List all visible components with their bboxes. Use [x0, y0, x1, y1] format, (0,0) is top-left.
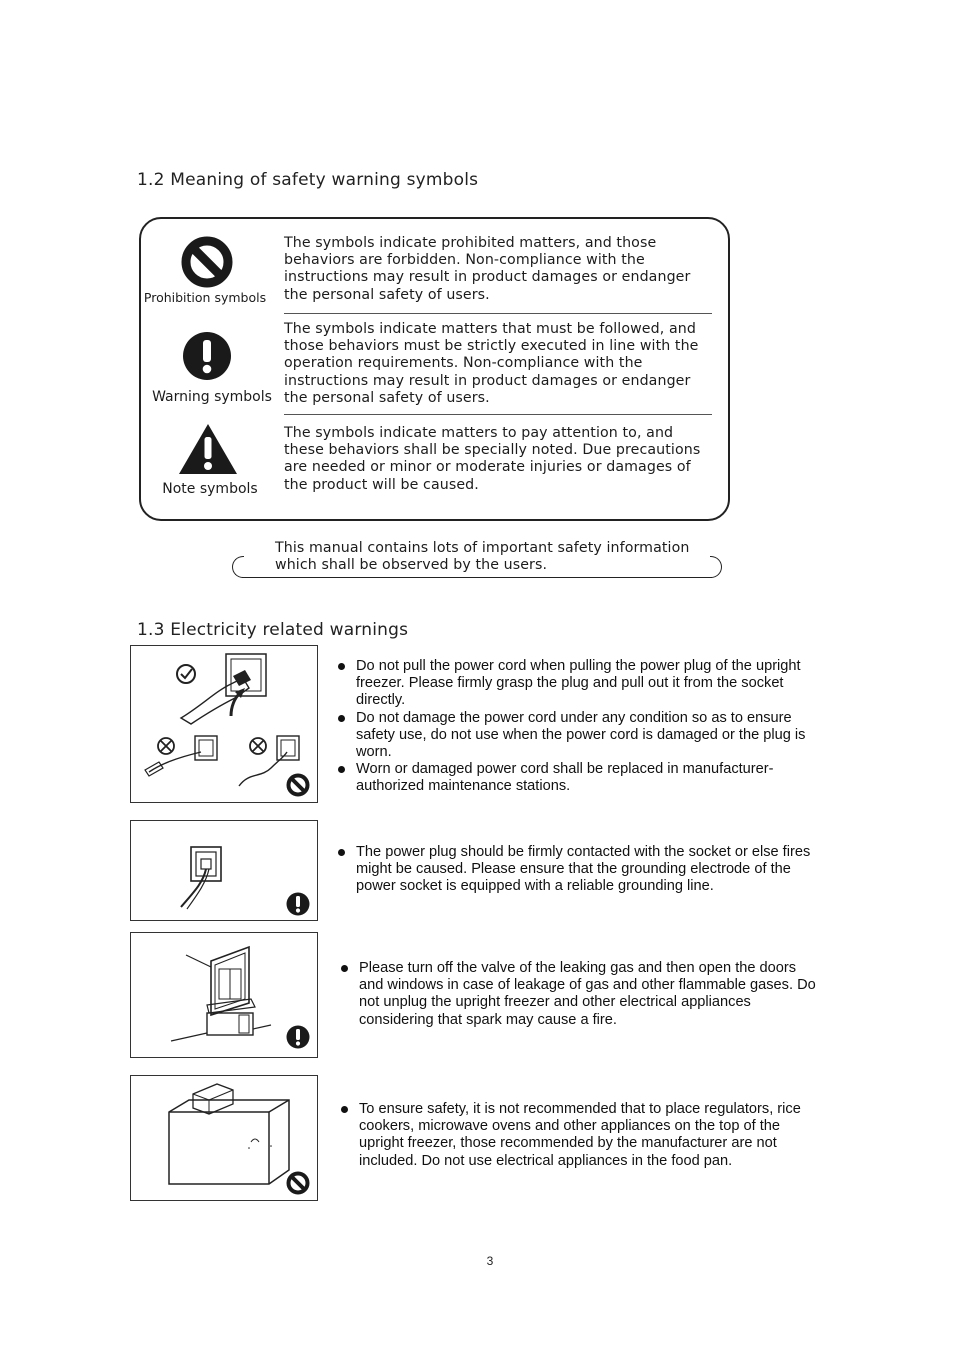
- prohibition-symbols-label: Prohibition symbols: [143, 290, 267, 305]
- section-heading-safety-symbols: 1.2 Meaning of safety warning symbols: [137, 170, 479, 190]
- prohibition-icon: [286, 773, 310, 797]
- note-description: The symbols indicate matters to pay attention to, and these behaviors shall be specially noted. Due precautions are needed or minor or moderate injuries or damages of the product will be caused.: [284, 425, 701, 493]
- section-heading-electricity-warnings: 1.3 Electricity related warnings: [137, 620, 409, 640]
- warning-bullet: The power plug should be firmly contacted with the socket or else fires might be caused. Please ensure that the grounding electrode of the power socket is equipped with a reliable grounding line.: [338, 844, 818, 896]
- warning-2-text: [338, 844, 818, 896]
- note-bracket-left: [232, 556, 244, 578]
- prohibition-icon: [181, 236, 233, 288]
- warning-3-text: [341, 960, 821, 1029]
- note-symbols-label: Note symbols: [162, 481, 258, 497]
- note-underline: [242, 577, 712, 578]
- warning-bullet: Do not pull the power cord when pulling the power plug of the upright freezer. Please firmly grasp the plug and pull out it from the socket directly.: [338, 658, 808, 710]
- note-bracket-right: [710, 556, 722, 578]
- warning-bullet: To ensure safety, it is not recommended that to place regulators, rice cookers, microwave ovens and other appliances on the top of the upright freezer, those recommended by the manufacturer are not included. Do not use electrical appliances in the food pan.: [341, 1101, 826, 1170]
- warning-1-text: [338, 658, 808, 796]
- warning-description: The symbols indicate matters that must be followed, and those behaviors must be strictly executed in line with the operation requirements. Non-compliance with the instructions may result in product damages or endanger the personal safety of users.: [284, 321, 699, 406]
- exclamation-circle-icon: [286, 1025, 310, 1049]
- exclamation-circle-icon: [286, 892, 310, 916]
- warning-4-text: [341, 1101, 826, 1170]
- page-number: 3: [486, 1254, 494, 1268]
- exclamation-circle-icon: [182, 331, 232, 381]
- prohibition-description: The symbols indicate prohibited matters, and those behaviors are forbidden. Non-compliance with the instructions may result in product damages or endanger the personal safety of users.: [284, 235, 691, 303]
- warning-bullet: Worn or damaged power cord shall be replaced in manufacturer-authorized maintenance stations.: [338, 761, 808, 795]
- divider: [284, 313, 712, 314]
- prohibition-icon: [286, 1171, 310, 1195]
- warning-bullet: Do not damage the power cord under any condition so as to ensure safety use, do not use when the power cord is damaged or the plug is worn.: [338, 710, 808, 762]
- warning-bullet: Please turn off the valve of the leaking gas and then open the doors and windows in case of leakage of gas and other flammable gases. Do not unplug the upright freezer and other electrical appliances considering that spark may cause a fire.: [341, 960, 821, 1029]
- divider: [284, 414, 712, 415]
- safety-info-note: This manual contains lots of important safety information which shall be observed by the users.: [275, 540, 690, 574]
- warning-triangle-icon: [178, 423, 238, 475]
- warning-symbols-label: Warning symbols: [152, 389, 272, 405]
